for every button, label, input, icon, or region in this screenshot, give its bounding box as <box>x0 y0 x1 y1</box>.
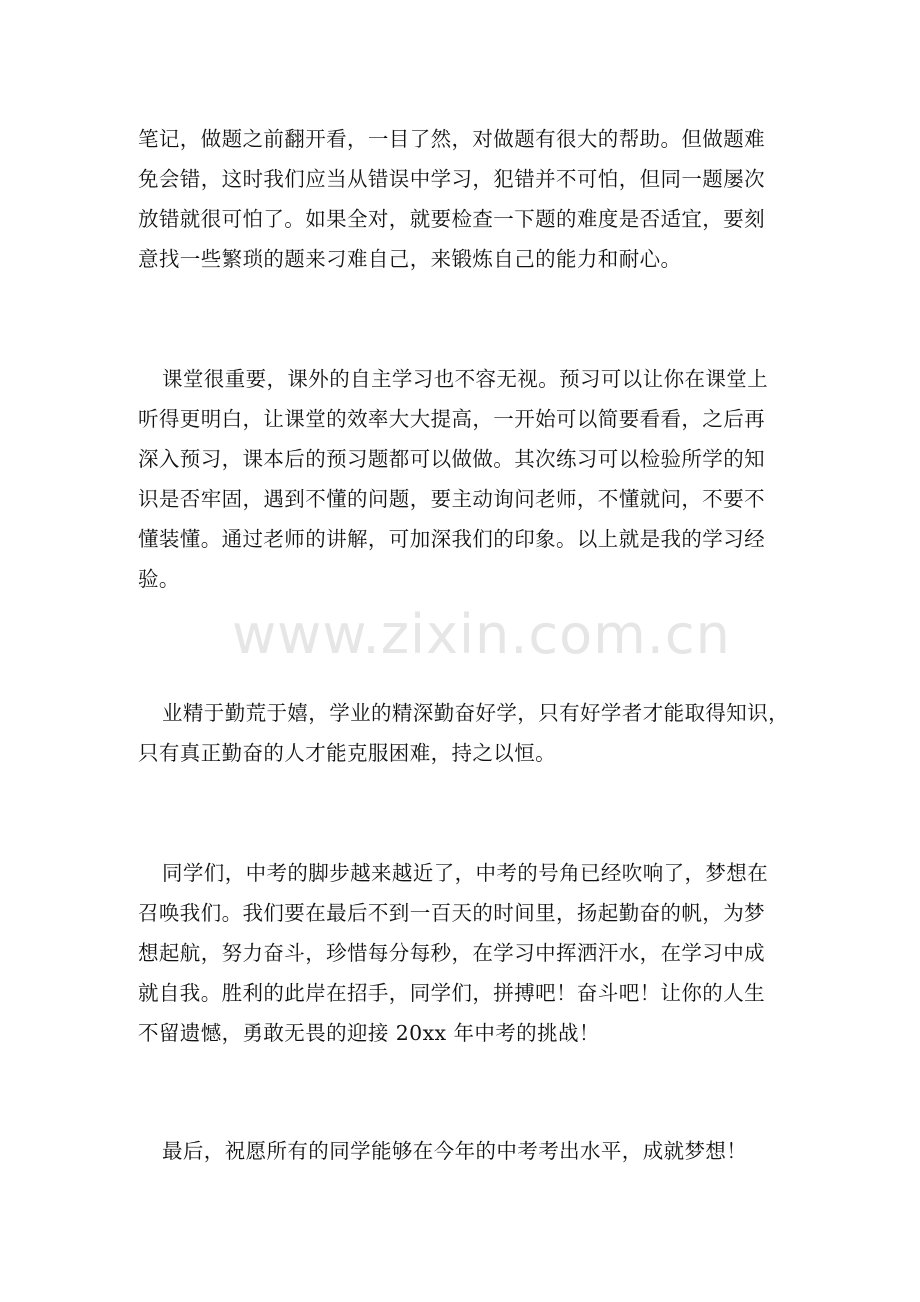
text-line: 放错就很可怕了。如果全对，就要检查一下题的难度是否适宜，要刻 <box>138 207 765 231</box>
text-line: 验。 <box>138 567 180 591</box>
text-line: 笔记，做题之前翻开看，一目了然，对做题有很大的帮助。但做题难 <box>138 127 765 151</box>
paragraph-call-to-classmates <box>138 853 788 1053</box>
watermark: www.zixin.com.cn <box>232 603 731 666</box>
text-line: 业精于勤荒于嬉，学业的精深勤奋好学，只有好学者才能取得知识， <box>162 701 789 725</box>
paragraph-self-study <box>138 359 788 599</box>
text-line: 听得更明白，让课堂的效率大大提高，一开始可以简要看看，之后再 <box>138 407 765 431</box>
paragraph-closing-wish <box>138 1131 788 1171</box>
text-line: 意找一些繁琐的题来刁难自己，来锻炼自己的能力和耐心。 <box>138 247 682 271</box>
text-line: 识是否牢固，遇到不懂的问题，要主动询问老师，不懂就问，不要不 <box>138 487 765 511</box>
text-line: 懂装懂。通过老师的讲解，可加深我们的印象。以上就是我的学习经 <box>138 527 765 551</box>
text-line: 同学们，中考的脚步越来越近了，中考的号角已经吹响了，梦想在 <box>162 861 769 885</box>
text-line: 只有真正勤奋的人才能克服困难，持之以恒。 <box>138 741 556 765</box>
text-line: 不留遗憾，勇敢无畏的迎接 20xx 年中考的挑战！ <box>138 1021 600 1045</box>
text-line: 免会错，这时我们应当从错误中学习，犯错并不可怕，但同一题屡次 <box>138 167 765 191</box>
text-line: 想起航，努力奋斗，珍惜每分每秒，在学习中挥洒汗水，在学习中成 <box>138 941 765 965</box>
text-line: 课堂很重要，课外的自主学习也不容无视。预习可以让你在课堂上 <box>162 367 769 391</box>
text-line: 最后，祝愿所有的同学能够在今年的中考考出水平，成就梦想！ <box>162 1139 748 1163</box>
paragraph-study-notes <box>138 119 788 279</box>
text-line: 召唤我们。我们要在最后不到一百天的时间里，扬起勤奋的帆，为梦 <box>138 901 765 925</box>
text-line: 深入预习，课本后的预习题都可以做做。其次练习可以检验所学的知 <box>138 447 765 471</box>
text-line: 就自我。胜利的此岸在招手，同学们，拼搏吧！奋斗吧！让你的人生 <box>138 981 765 1005</box>
paragraph-diligence <box>138 693 788 773</box>
